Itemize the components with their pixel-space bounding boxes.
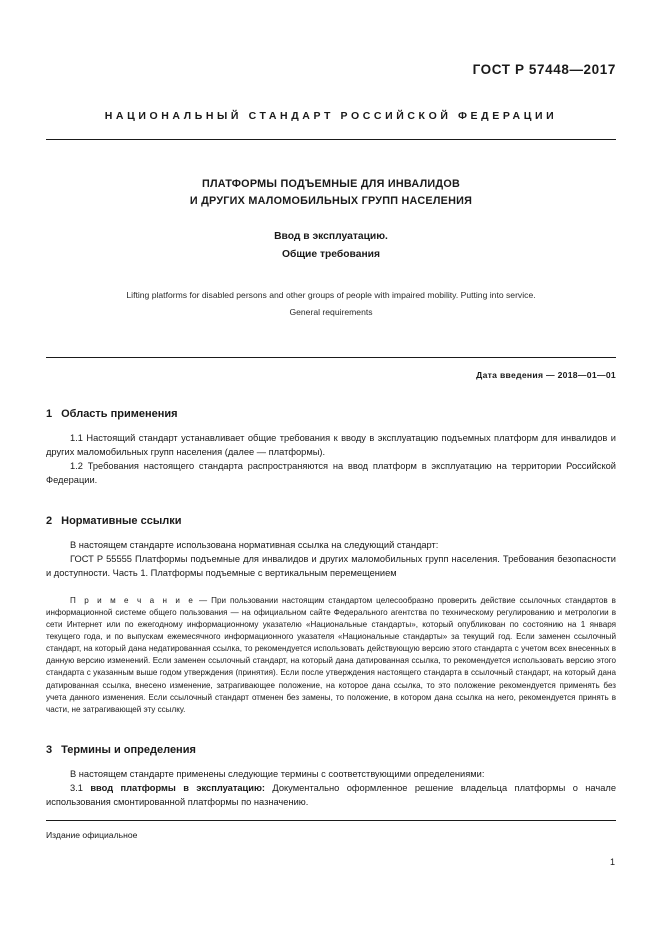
document-subtitle-line1: Ввод в эксплуатацию. [274,231,388,243]
term-entry-3-1 [46,781,616,809]
official-edition-label: Издание официальное [46,830,138,840]
document-subtitle-line2: Общие требования [281,249,381,261]
document-title-english-line1: Lifting platforms for disabled persons and other groups of people with impaired mobility. Putting into service. [126,290,536,301]
term-number: 3.1 [70,783,91,794]
section-number-2: 2 [46,515,53,528]
paragraph-2-1: В настоящем стандарте использована нормативная ссылка на следующий стандарт: [70,540,439,551]
note-label: П р и м е ч а н и е [70,595,196,605]
divider-middle [46,357,616,358]
section-heading-1 [46,408,616,420]
section-title-1: Область применения [61,407,178,420]
section-heading-3 [46,744,616,756]
section-heading-2 [46,515,616,527]
paragraph-1-2: 1.2 Требования настоящего стандарта распространяются на ввод платформ в эксплуатацию на территории Российской Федерации. [46,460,616,486]
document-title-english-line2: General requirements [289,306,373,317]
national-standard-heading: НАЦИОНАЛЬНЫЙ СТАНДАРТ РОССИЙСКОЙ ФЕДЕРАЦИИ [104,110,558,122]
divider-bottom [46,820,616,821]
section-number-1: 1 [46,407,53,420]
section-title-2: Нормативные ссылки [61,515,182,528]
footer [46,830,616,840]
note-section-2 [46,595,616,716]
page-number: 1 [609,857,615,867]
divider-top [46,139,616,140]
document-title-line1: ПЛАТФОРМЫ ПОДЪЕМНЫЕ ДЛЯ ИНВАЛИДОВ [201,178,461,190]
standard-number: ГОСТ Р 57448—2017 [472,62,616,77]
document-title-line2: И ДРУГИХ МАЛОМОБИЛЬНЫХ ГРУПП НАСЕЛЕНИЯ [189,194,473,207]
title-block [46,176,616,319]
paragraph-3-1: В настоящем стандарте применены следующие термины с соответствующими определениями: [70,769,485,779]
note-text: — При пользовании настоящим стандартом целесообразно проверить действие ссылочных стандартов в информационной системе общего пользования — на официальном сайте Федерального агентства по техническому регулированию и метрологии в сети Интернет или по ежегодному информационному указателю «Национальные стандарты», который опубликован по состоянию на 1 января текущего года, и по выпускам ежемесячного информационного указателя «Национальные стандарты» за текущий год. Если заменен ссылочный стандарт, на который дана недатированная ссылка, то рекомендуется использовать действующую версию этого стандарта с учетом всех внесенных в данную версию изменений. Если заменен ссылочный стандарт, на который дана датированная ссылка, то рекомендуется использовать версию этого стандарта с указанным выше годом утверждения (принятия). Если после утверждения настоящего стандарта в ссылочный стандарт, на который дана датированная ссылка, внесено изменение, затрагивающее положение, на которое дана ссылка, то это положение рекомендуется применять без учета данного изменения. Если ссылочный стандарт отменен без замены, то положение, в котором дана ссылка на него, рекомендуется принять в части, не затрагивающей эту ссылку. [46,595,616,714]
section-title-3: Термины и определения [61,744,196,756]
paragraph-2-2: ГОСТ Р 55555 Платформы подъемные для инвалидов и других маломобильных групп населения. Требования безопасности и доступности. Часть 1. Платформы подъемные с вертикальным перемещением [46,554,616,579]
effective-date: Дата введения — 2018—01—01 [476,369,616,380]
term-definition: Документально оформленное решение владельца платформы о начале использования смонтированной платформы по назначению. [46,783,616,808]
section-number-3: 3 [46,744,53,756]
paragraph-1-1: 1.1 Настоящий стандарт устанавливает общие требования к вводу в эксплуатацию подъемных платформ для инвалидов и других маломобильных групп населения (далее — платформы). [46,432,616,457]
page-content [46,0,616,809]
term-name: ввод платформы в эксплуатацию: [90,783,266,794]
